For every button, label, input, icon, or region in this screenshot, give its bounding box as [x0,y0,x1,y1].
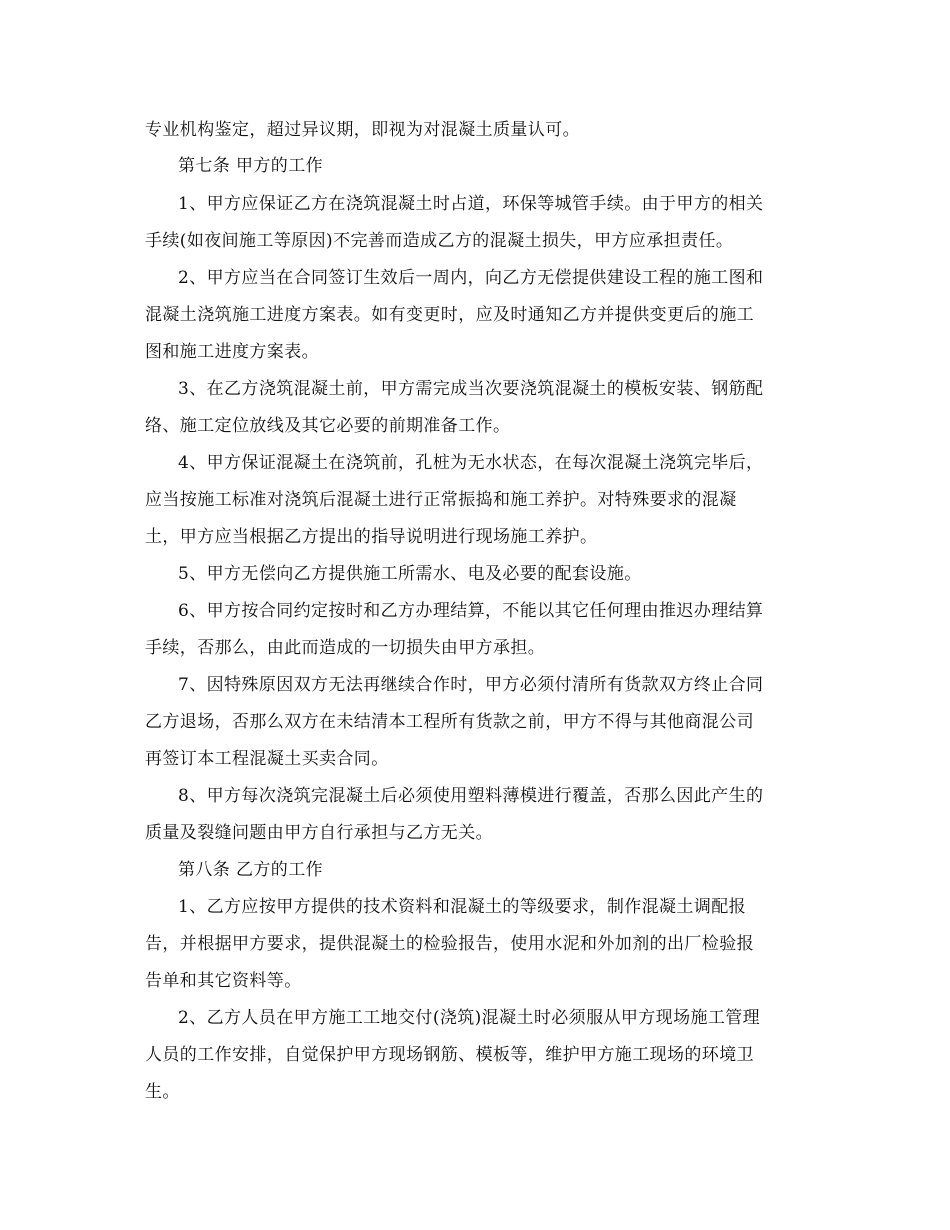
text-line: 2、乙方人员在甲方施工工地交付(浇筑)混凝土时必须服从甲方现场施工管理 [178,1008,761,1028]
text-line: 手续(如夜间施工等原因)不完善而造成乙方的混凝土损失，甲方应承担责任。 [145,231,734,251]
text-line: 告，并根据甲方要求，提供混凝土的检验报告，使用水泥和外加剂的出厂检验报 [145,934,754,954]
text-line: 6、甲方按合同约定按时和乙方办理结算，不能以其它任何理由推迟办理结算 [178,601,764,621]
text-line: 混凝土浇筑施工进度方案表。如有变更时，应及时通知乙方并提供变更后的施工 [145,305,754,325]
section-heading: 第七条 甲方的工作 [178,156,324,176]
text-line: 1、甲方应保证乙方在浇筑混凝土时占道，环保等城管手续。由于甲方的相关 [178,194,764,214]
text-line: 手续，否那么，由此而造成的一切损失由甲方承担。 [145,638,546,658]
text-line: 专业机构鉴定，超过异议期，即视为对混凝土质量认可。 [145,120,580,140]
text-line: 7、因特殊原因双方无法再继续合作时，甲方必须付清所有货款双方终止合同 [178,675,764,695]
text-line: 乙方退场，否那么双方在未结清本工程所有货款之前，甲方不得与其他商混公司 [145,712,754,732]
section-heading: 第八条 乙方的工作 [178,860,324,880]
text-line: 图和施工进度方案表。 [145,342,319,362]
text-line: 4、甲方保证混凝土在浇筑前，孔桩为无水状态，在每次混凝土浇筑完毕后， [178,453,764,473]
text-line: 3、在乙方浇筑混凝土前，甲方需完成当次要浇筑混凝土的模板安装、钢筋配 [178,379,764,399]
text-line: 2、甲方应当在合同签订生效后一周内，向乙方无偿提供建设工程的施工图和 [178,268,764,288]
text-line: 应当按施工标准对浇筑后混凝土进行正常振捣和施工养护。对特殊要求的混凝 [145,490,737,510]
text-line: 再签订本工程混凝土买卖合同。 [145,749,389,769]
text-line: 告单和其它资料等。 [145,971,302,991]
text-line: 生。 [145,1082,180,1102]
text-line: 质量及裂缝问题由甲方自行承担与乙方无关。 [145,823,493,843]
text-line: 8、甲方每次浇筑完混凝土后必须使用塑料薄模进行覆盖，否那么因此产生的 [178,786,764,806]
text-line: 人员的工作安排，自觉保护甲方现场钢筋、模板等，维护甲方施工现场的环境卫 [145,1045,754,1065]
text-line: 络、施工定位放线及其它必要的前期准备工作。 [145,416,511,436]
text-line: 5、甲方无偿向乙方提供施工所需水、电及必要的配套设施。 [178,564,642,584]
text-line: 土，甲方应当根据乙方提出的指导说明进行现场施工养护。 [145,527,598,547]
text-line: 1、乙方应按甲方提供的技术资料和混凝土的等级要求，制作混凝土调配报 [178,897,747,917]
